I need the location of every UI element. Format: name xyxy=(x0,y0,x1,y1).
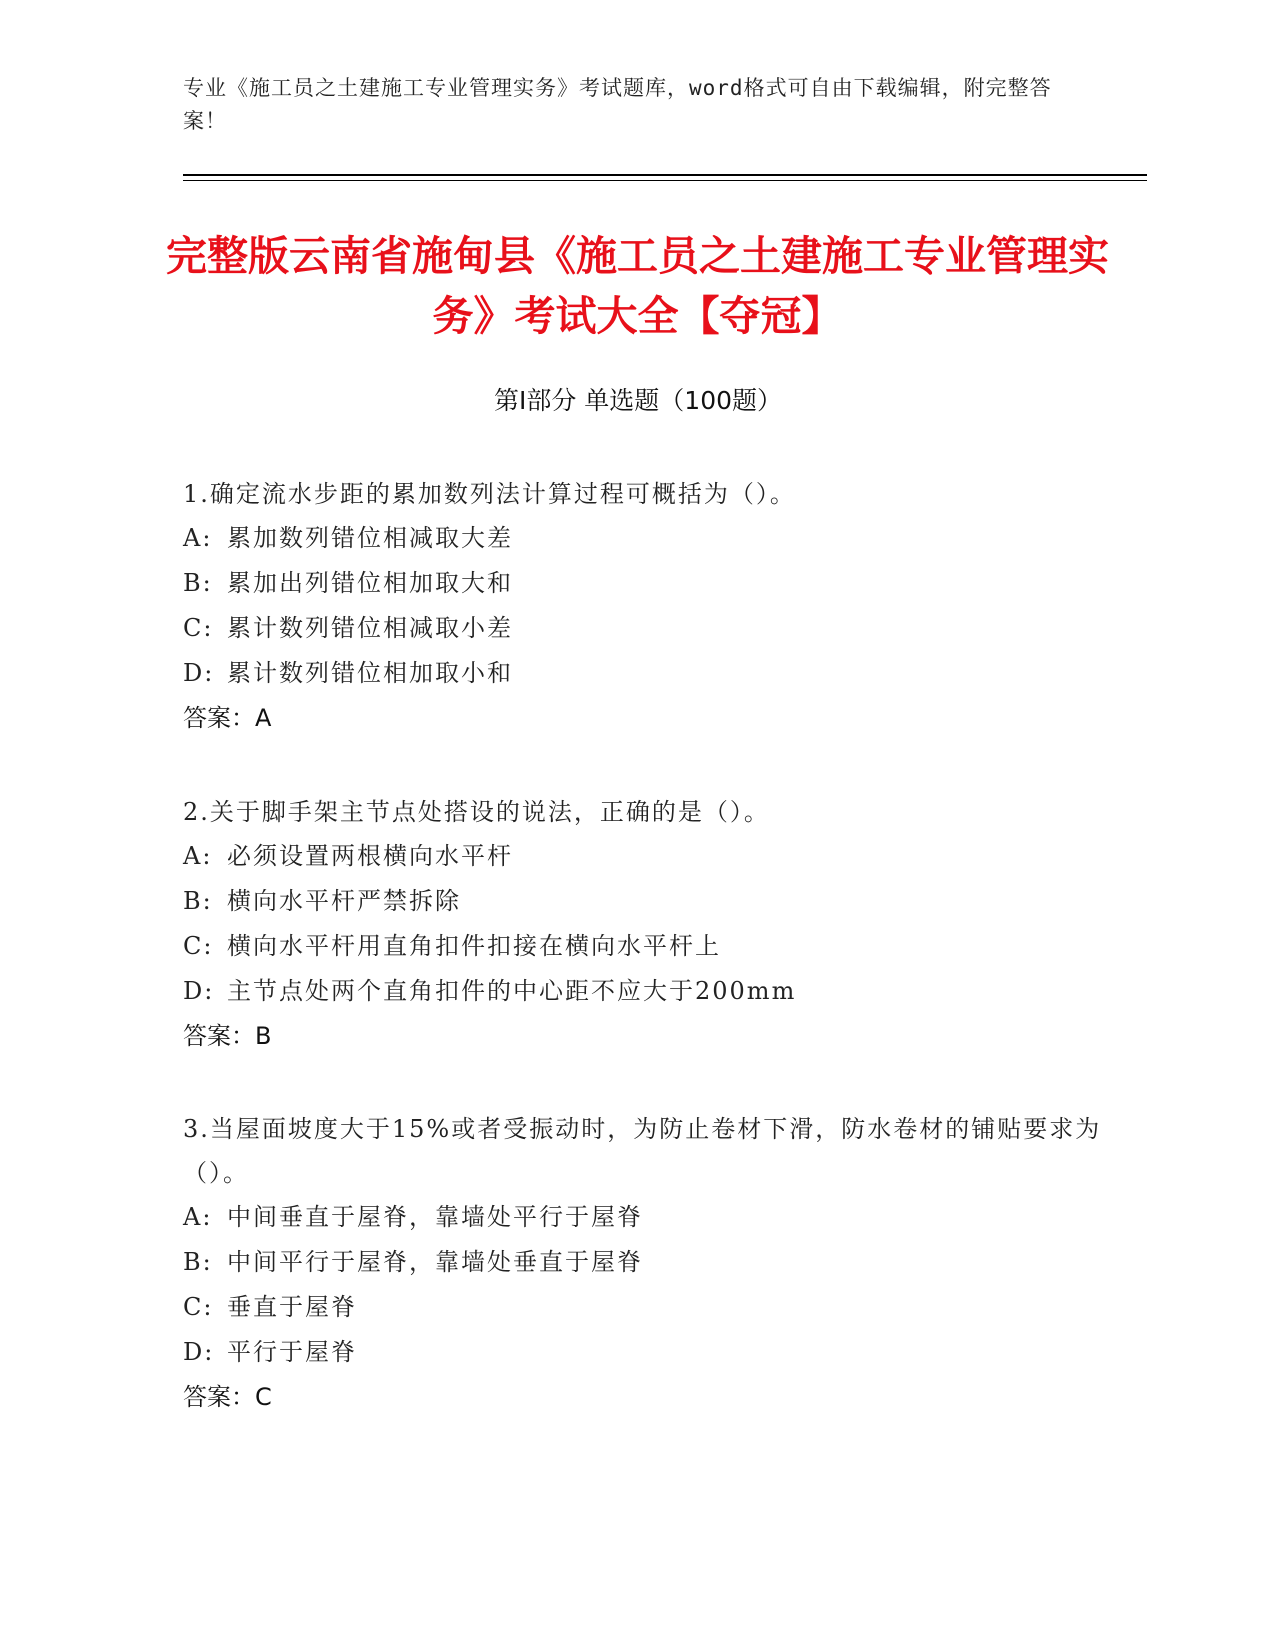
question-3 xyxy=(183,1107,1103,1420)
option-key: D: xyxy=(183,977,215,1005)
option-text: 垂直于屋脊 xyxy=(227,1293,357,1321)
option-text: 平行于屋脊 xyxy=(227,1338,357,1366)
header-note: 专业《施工员之土建施工专业管理实务》考试题库，word格式可自由下载编辑，附完整答案！ xyxy=(183,76,1052,133)
option-text: 累加出列错位相加取大和 xyxy=(227,569,513,597)
header-divider-thick xyxy=(183,174,1147,176)
option-key: B: xyxy=(183,887,213,915)
option-key: D: xyxy=(183,1338,215,1366)
option-text: 必须设置两根横向水平杆 xyxy=(227,842,513,870)
option-text: 中间平行于屋脊，靠墙处垂直于屋脊 xyxy=(227,1248,643,1276)
option-text: 累计数列错位相减取小差 xyxy=(227,614,513,642)
option-c xyxy=(183,1285,1103,1330)
option-d xyxy=(183,969,1103,1014)
option-key: C: xyxy=(183,614,214,642)
question-stem: 3.当屋面坡度大于15%或者受振动时，为防止卷材下滑，防水卷材的铺贴要求为（）。 xyxy=(183,1115,1102,1187)
option-c xyxy=(183,924,1103,969)
option-a xyxy=(183,834,1103,879)
answer-line: 答案：C xyxy=(183,1383,272,1411)
option-key: B: xyxy=(183,569,213,597)
option-key: A: xyxy=(183,524,213,552)
option-d xyxy=(183,1330,1103,1375)
document-title: 完整版云南省施甸县《施工员之土建施工专业管理实务》考试大全【夺冠】 xyxy=(166,232,1109,340)
question-2 xyxy=(183,790,1103,1059)
option-b xyxy=(183,1240,1103,1285)
option-key: D: xyxy=(183,659,215,687)
option-text: 累加数列错位相减取大差 xyxy=(227,524,513,552)
option-text: 累计数列错位相加取小和 xyxy=(227,659,513,687)
option-text: 横向水平杆严禁拆除 xyxy=(227,887,461,915)
option-a xyxy=(183,516,1103,561)
option-key: C: xyxy=(183,932,214,960)
option-text: 横向水平杆用直角扣件扣接在横向水平杆上 xyxy=(227,932,721,960)
section-heading: 第Ⅰ部分 单选题（100题） xyxy=(493,386,783,415)
option-text: 主节点处两个直角扣件的中心距不应大于200mm xyxy=(227,977,797,1005)
option-key: C: xyxy=(183,1293,214,1321)
option-b xyxy=(183,879,1103,924)
header-divider-thin xyxy=(183,180,1147,181)
option-key: A: xyxy=(183,1203,213,1231)
option-text: 中间垂直于屋脊，靠墙处平行于屋脊 xyxy=(227,1203,643,1231)
answer-line: 答案：B xyxy=(183,1022,272,1050)
option-a xyxy=(183,1195,1103,1240)
question-stem: 1.确定流水步距的累加数列法计算过程可概括为（）。 xyxy=(183,480,796,508)
option-key: A: xyxy=(183,842,213,870)
question-1 xyxy=(183,472,1103,741)
answer-line: 答案：A xyxy=(183,704,272,732)
question-stem: 2.关于脚手架主节点处搭设的说法，正确的是（）。 xyxy=(183,798,770,826)
option-b xyxy=(183,561,1103,606)
option-c xyxy=(183,606,1103,651)
option-key: B: xyxy=(183,1248,213,1276)
option-d xyxy=(183,651,1103,696)
